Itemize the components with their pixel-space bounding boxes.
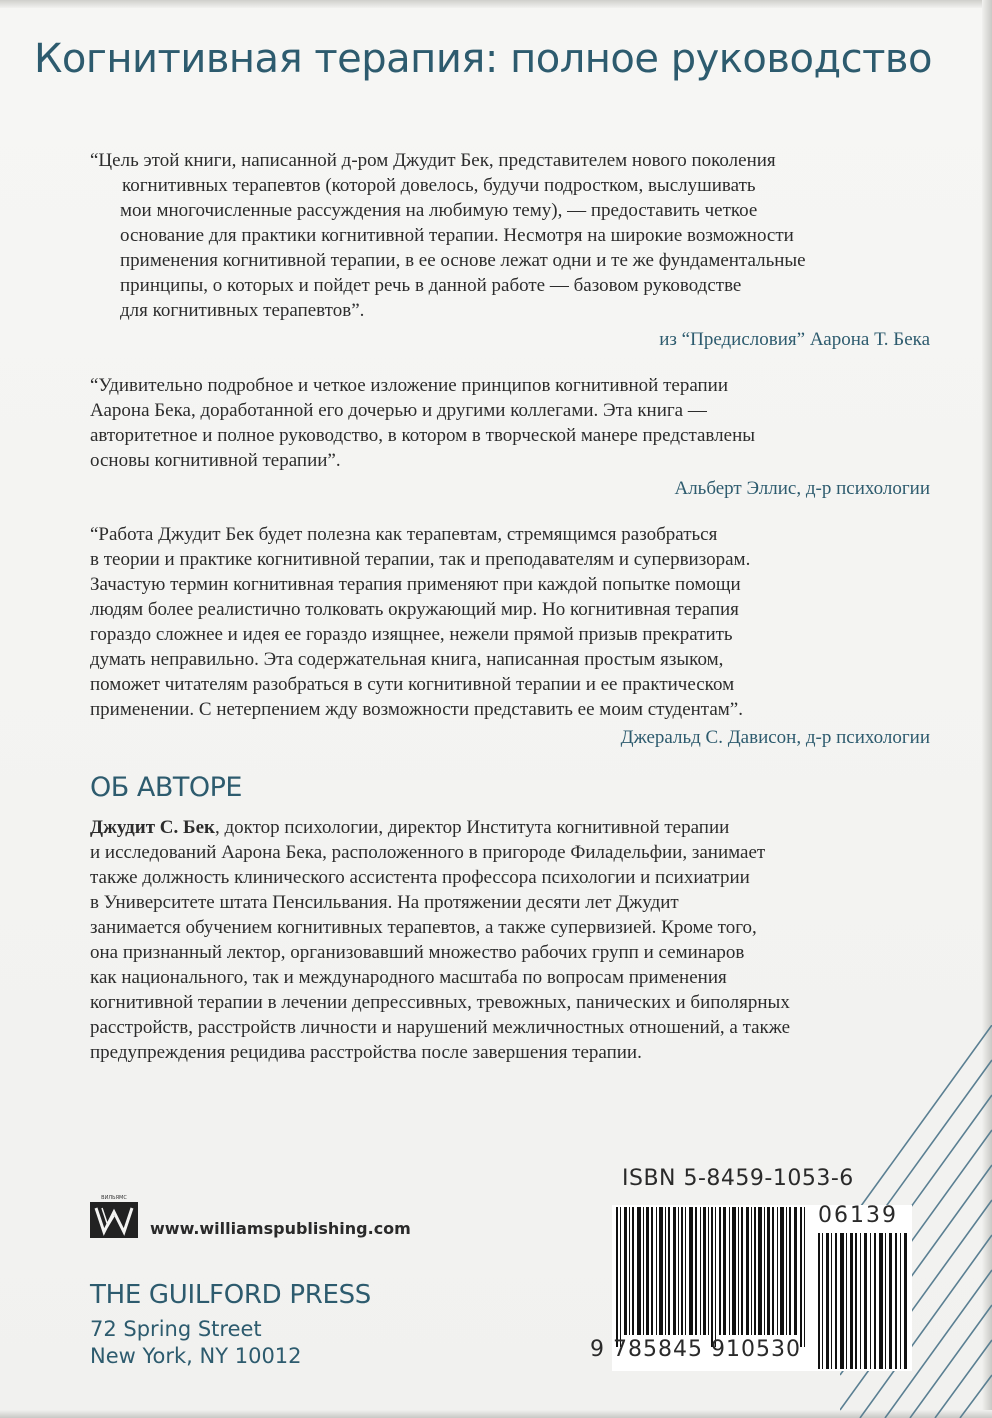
bio-line: предупреждения рецидива расстройства после завершения терапии. [90,1042,642,1063]
isbn-number: ISBN 5-8459-1053-6 [622,1166,854,1191]
quote-line: думать неправильно. Эта содержательная книга, написанная простым языком, [90,649,724,670]
quote-line: основы когнитивной терапии”. [90,450,341,471]
quote-line: поможет читателям разобраться в сути когнитивной терапии и ее практическом [90,674,735,695]
about-author-heading: ОБ АВТОРЕ [90,772,242,803]
author-name: Джудит С. Бек [90,817,215,838]
bio-line: в Университете штата Пенсильвания. На протяжении десяти лет Джудит [90,892,679,913]
quote-attribution: Джеральд С. Дависон, д-р психологии [620,727,930,748]
bio-line: как национального, так и международного масштаба по вопросам применения [90,967,727,988]
bio-line: расстройств, расстройств личности и нарушений межличностных отношений, а также [90,1017,791,1038]
quote-line: авторитетное и полное руководство, в котором в творческой манере представлены [90,425,755,446]
quote-line: мои многочисленные рассуждения на любимую тему), — предоставить четкое [120,200,758,221]
quote-davison [90,522,930,722]
quote-line: основание для практики когнитивной терапии. Несмотря на широкие возможности [120,225,794,246]
quote-line: для когнитивных терапевтов”. [120,300,365,321]
quote-line: в теории и практике когнитивной терапии, так и преподавателям и супервизорам. [90,549,751,570]
bio-line: и исследований Аарона Бека, расположенного в пригороде Филадельфии, занимает [90,842,766,863]
cover-edge-top [0,0,992,8]
bio-line: занимается обучением когнитивных терапевтов, а также супервизией. Кроме того, [90,917,757,938]
quote-line: “Удивительно подробное и четкое изложение принципов когнитивной терапии [90,375,729,396]
quote-attribution: Альберт Эллис, д-р психологии [674,478,930,499]
publisher-logo-word: ВИЛЬЯМС [101,1195,127,1201]
bio-line: она признанный лектор, организовавший множество рабочих групп и семинаров [90,942,745,963]
quote-line: когнитивных терапевтов (которой довелось, будучи подростком, выслушивать [122,175,756,196]
quote-line: гораздо сложнее и идея ее гораздо изящнее, нежели прямой призыв прекратить [90,624,733,645]
quote-line: “Работа Джудит Бек будет полезна как терапевтам, стремящимся разобраться [90,524,718,545]
publisher-address-street: 72 Spring Street [90,1317,262,1341]
book-title: Когнитивная терапия: полное руководство [34,36,932,82]
barcode-addon-digits: 06139 [818,1203,898,1228]
author-bio [90,815,930,1065]
bio-line: , доктор психологии, директор Института когнитивной терапии [214,817,730,838]
quote-line: Зачастую термин когнитивная терапия применяют при каждой попытке помощи [90,574,741,595]
quote-attribution: из “Предисловия” Аарона Т. Бека [659,329,930,350]
publisher-address-city: New York, NY 10012 [90,1344,302,1368]
quote-preface [90,148,930,323]
bio-line: также должность клинического ассистента профессора психологии и психиатрии [90,867,750,888]
quote-line: применения когнитивной терапии, в ее основе лежат одни и те же фундаментальные [120,250,806,271]
bio-first-line [90,815,930,840]
publisher-name: THE GUILFORD PRESS [90,1280,372,1310]
barcode-digits: 9 785845 910530 [590,1337,801,1362]
quote-line: людям более реалистично толковать окружающий мир. Но когнитивная терапия [90,599,739,620]
quote-ellis [90,373,930,473]
quote-line: Аарона Бека, доработанной его дочерью и другими коллегами. Эта книга — [90,400,707,421]
bio-line: когнитивной терапии в лечении депрессивных, тревожных, панических и биполярных [90,992,790,1013]
williams-logo-icon [90,1198,138,1238]
quote-line: принципы, о которых и пойдет речь в данной работе — базовом руководстве [120,275,742,296]
website-link[interactable]: www.williamspublishing.com [150,1219,411,1238]
quote-line: “Цель этой книги, написанной д-ром Джудит Бек, представителем нового поколения [90,150,776,171]
quote-line: применении. С нетерпением жду возможности представить ее моим студентам”. [90,699,743,720]
